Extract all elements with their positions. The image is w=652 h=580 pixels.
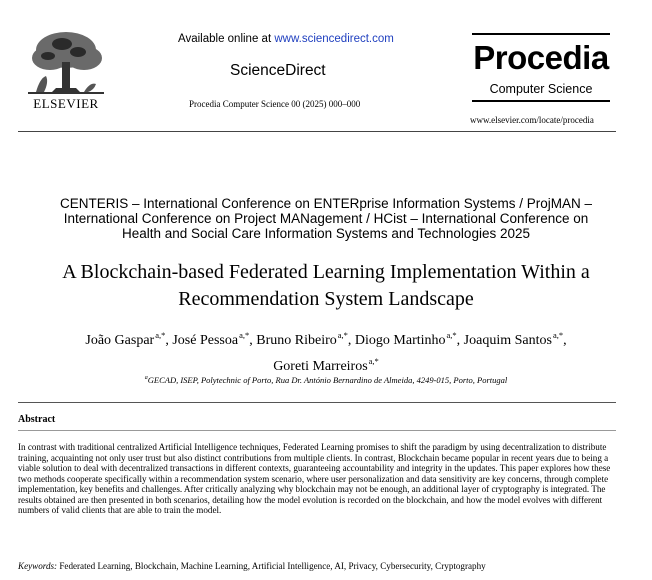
author-separator: , (456, 333, 464, 348)
author-affiliation (10, 375, 642, 385)
keywords-text: Federated Learning, Blockchain, Machine Learning, Artificial Intelligence, AI, Privacy, Cybersecurity, Cryptography (57, 561, 486, 571)
procedia-logo: Procedia (473, 39, 609, 76)
procedia-logo-subtitle: Computer Science (489, 82, 593, 96)
title-line: Recommendation System Landscape (178, 288, 474, 310)
author-separator: , (563, 333, 567, 348)
keywords (18, 561, 616, 572)
author-affiliation-mark: a,* (337, 330, 348, 340)
title-line: A Blockchain-based Federated Learning Implementation Within a (62, 261, 590, 283)
conference-name (10, 196, 642, 241)
author-name: Joaquim Santos (463, 333, 552, 348)
conference-line: Health and Social Care Information Systems and Technologies 2025 (122, 226, 530, 241)
abstract-divider-bottom (18, 430, 616, 431)
affiliation-text: GECAD, ISEP, Polytechnic of Porto, Rua Dr. António Bernardino de Almeida, 4249-015, Porto, Portugal (147, 375, 508, 385)
author-name: João Gaspar (85, 333, 155, 348)
author-name: José Pessoa (172, 333, 239, 348)
header-divider (18, 131, 616, 132)
available-online-label: Available online at (178, 33, 275, 45)
author-affiliation-mark: a,* (446, 330, 457, 340)
journal-citation: Procedia Computer Science 00 (2025) 000–000 (189, 99, 361, 109)
abstract-text: In contrast with traditional centralized Artificial Intelligence techniques, Federated Learning promises to shift the paradigm by using decentralization to distribute training, acquainting not only user trust but also distinct contributions from multiple clients. In contrast, Blockchain became popular in recent years due to being a viable solution to deal with decentralized transactions in different contexts, guaranteeing accountability and integrity in the updates. This paper explores how these two methods cooperate specifically within a recommendation system scenario, where user personalization and data sensitivity are key concerns, through complete implementation, key benefits and challenges. After critically analyzing why blockchain may not be enough, an additional layer of cryptography is integrated. The results obtained are then presented in both scenarios, detailing how the model evolution is recorded on the blockchain, and how the model evolves with different numbers of valid clients that are able to train the model. (18, 442, 611, 515)
conference-line: CENTERIS – International Conference on ENTERprise Information Systems / ProjMAN – (60, 196, 592, 211)
author-affiliation-mark: a,* (368, 356, 379, 366)
affiliation-mark: a (144, 375, 148, 381)
procedia-rule-top (472, 33, 610, 35)
available-online-line (178, 33, 394, 45)
author-affiliation-mark: a,* (552, 330, 564, 340)
author-name: Goreti Marreiros (273, 359, 368, 374)
sciencedirect-link[interactable]: www.sciencedirect.com (274, 33, 394, 45)
author-name: Bruno Ribeiro (256, 333, 337, 348)
paper-title (10, 259, 642, 313)
author-name: Diogo Martinho (354, 333, 446, 348)
publisher-name: ELSEVIER (33, 96, 99, 111)
author-separator: , (249, 333, 257, 348)
abstract-heading: Abstract (18, 414, 56, 425)
author-affiliation-mark: a,* (155, 330, 166, 340)
author-line (10, 325, 642, 351)
author-separator: , (165, 333, 173, 348)
conference-line: International Conference on Project MANagement / HCist – International Conference on (63, 211, 589, 226)
abstract-divider-top (18, 402, 616, 403)
author-separator: , (347, 333, 355, 348)
author-list (10, 325, 642, 377)
author-line (10, 351, 642, 377)
keywords-label: Keywords: (18, 561, 58, 571)
author-affiliation-mark: a,* (239, 330, 250, 340)
journal-url[interactable]: www.elsevier.com/locate/procedia (470, 115, 594, 125)
procedia-rule-bottom (472, 100, 610, 102)
sciencedirect-wordmark: ScienceDirect (230, 62, 326, 79)
